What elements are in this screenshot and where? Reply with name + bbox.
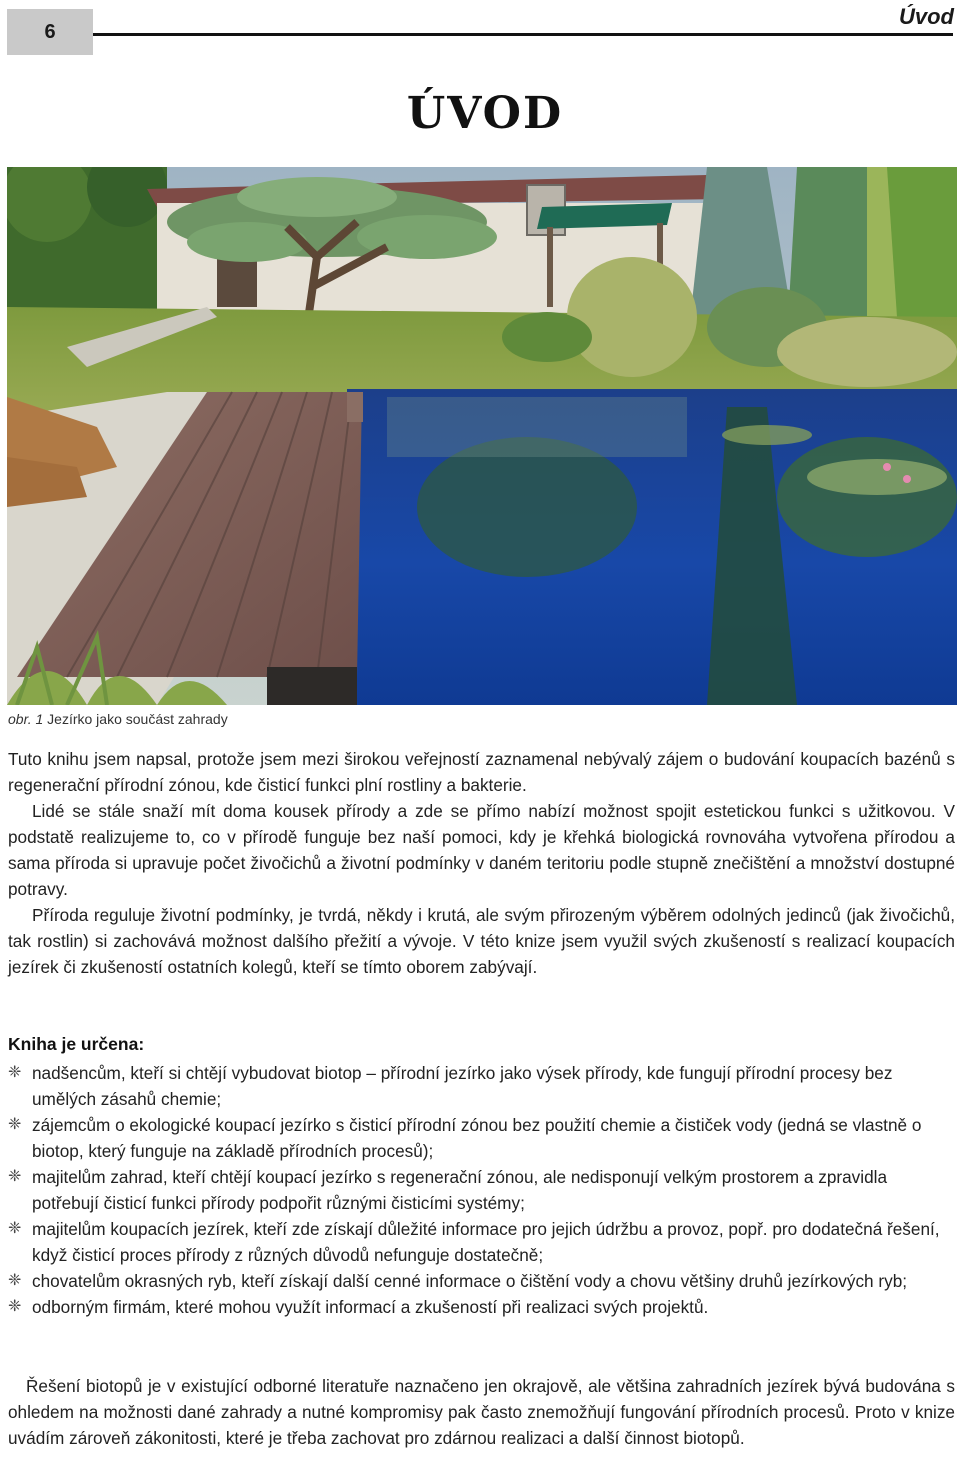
list-item-text: majitelům koupacích jezírek, kteří zde získají důležité informace pro jejich údržbu a provoz, popř. pro dodatečná řešení, když čisticí proces přírody z různých důvodů nefunguje dostatečně; <box>32 1219 940 1265</box>
intro-paragraph: Příroda reguluje životní podmínky, je tvrdá, někdy i krutá, ale svým přirozeným výběrem odolných jedinců (jak živočichů, tak rostlin) si zachovává možnost dalšího přežití a vývoje. V této knize jsem využil svých zkušeností s realizací koupacích jezírek či zkušeností ostatních kolegů, kteří se tímto oborem zabývají. <box>8 905 955 977</box>
intro-paragraph: Tuto knihu jsem napsal, protože jsem mezi širokou veřejností zaznamenal nebývalý zájem o budování koupacích bazénů s regenerační přírodní zónou, kde čisticí funkci plní rostliny a bakterie. <box>8 749 955 795</box>
list-item <box>8 1060 955 1112</box>
list-item-text: majitelům zahrad, kteří chtějí koupací jezírko s regenerační zónou, ale nedisponují velkým prostorem a zpravidla potřebují čisticí funkci přírody podpořit různými čisticími systémy; <box>32 1167 888 1213</box>
page-number <box>7 9 93 55</box>
garden-pond-photo <box>7 167 957 705</box>
intro-paragraph: Lidé se stále snaží mít doma kousek přírody a zde se přímo nabízí možnost spojit estetickou funkci s užitkovou. V podstatě realizujeme to, co v přírodě funguje bez naší pomoci, kdy je křehká biologická rovnováha vytvořena přírodou a sama příroda si upravuje počet živočichů a životní podmínky v daném teritoriu podle stupně znečištění a množství dostupné potravy. <box>8 801 955 899</box>
list-item-text: zájemcům o ekologické koupací jezírko s čisticí přírodní zónou bez použití chemie a čističek vody (jedná se vlastně o biotop, který funguje na základě přírodních procesů); <box>32 1115 922 1161</box>
list-item-text: nadšencům, kteří si chtějí vybudovat biotop – přírodní jezírko jako výsek přírody, kde fungují přírodní procesy bez umělých zásahů chemie; <box>32 1063 893 1109</box>
audience-heading: Kniha je určena: <box>8 1034 145 1054</box>
figure-label: obr. 1 <box>8 711 44 727</box>
flower-bullet-icon: ❈ <box>8 1064 22 1081</box>
flower-bullet-icon: ❈ <box>8 1168 22 1185</box>
list-item <box>8 1216 955 1268</box>
figure-caption-text: Jezírko jako součást zahrady <box>47 711 228 727</box>
flower-bullet-icon: ❈ <box>8 1272 22 1289</box>
list-item-text: odborným firmám, které mohou využít informací a zkušeností při realizaci svých projektů. <box>32 1297 709 1317</box>
flower-bullet-icon: ❈ <box>8 1298 22 1315</box>
flower-bullet-icon: ❈ <box>8 1220 22 1237</box>
list-item <box>8 1268 955 1294</box>
list-item-text: chovatelům okrasných ryb, kteří získají další cenné informace o čištění vody a chovu většiny druhů jezírkových ryb; <box>32 1271 908 1291</box>
list-item <box>8 1294 955 1320</box>
page-number-text: 6 <box>44 20 56 43</box>
list-item <box>8 1164 955 1216</box>
list-item <box>8 1112 955 1164</box>
audience-list <box>8 1060 955 1320</box>
flower-bullet-icon: ❈ <box>8 1116 22 1133</box>
running-header: Úvod <box>891 4 954 30</box>
chapter-title: ÚVOD <box>406 88 564 139</box>
intro-text <box>8 746 955 980</box>
closing-text <box>8 1373 955 1451</box>
closing-paragraph: Řešení biotopů je v existující odborné literatuře naznačeno jen okrajově, ale většina zahradních jezírek bývá budována s ohledem na možnosti dané zahrady a nutné kompromisy pak často znemožňují fungování přírodních procesů. Proto v knize uvádím zároveň zákonitosti, které je třeba zachovat pro zdárnou realizaci a další činnost biotopů. <box>8 1376 955 1448</box>
header-rule <box>93 33 953 36</box>
figure-caption <box>8 711 228 727</box>
